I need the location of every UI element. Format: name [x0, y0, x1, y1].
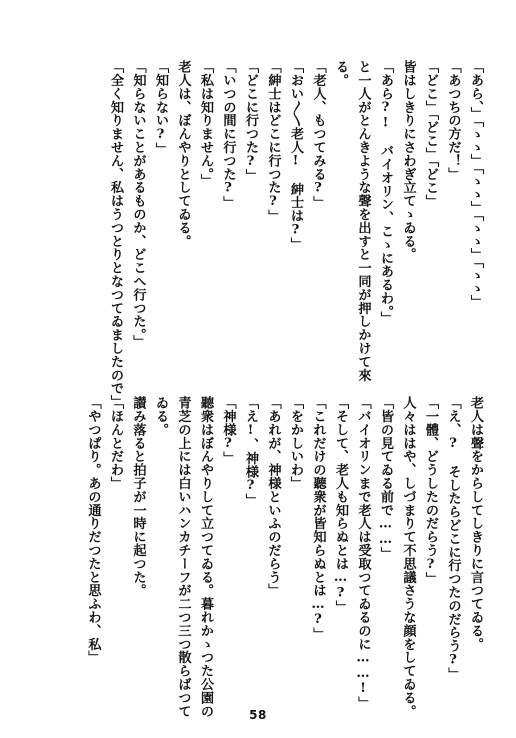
text-column: 讃み落ると拍子が一時に起つた。 [130, 396, 146, 597]
text-column: 人々ははや、しづまりて不思議さうな顔をしてゐる。 [400, 396, 416, 718]
text-column: 「あら、」「ゝゝ」「ゝゝ」「ゝゝ」「ゝゝ」 [468, 60, 483, 309]
text-column: 皆はしきりにさわぎ立てゝゐる。 [400, 60, 416, 261]
text-column: 「どこ」「どこ」「どこ」 [423, 60, 438, 208]
text-column: ゐる。 [153, 396, 168, 437]
text-column: 「をかしいわ」 [288, 396, 303, 490]
text-column: 「え、? そしたらどこに行つたのだらう?」 [445, 396, 461, 681]
text-column: 「あれが、神様といふのだらう」 [265, 396, 281, 597]
text-column: 「皆の見てゐる前で……」 [378, 396, 393, 561]
text-column: 「知らない?」 [153, 60, 168, 156]
text-column: 「え!、神様?」 [243, 396, 258, 507]
text-column: と一人がとんきような聲を出すと一同が押しかけて來 [355, 60, 371, 382]
text-column: 老人は聲をからしてしきりに言つてゐる。 [468, 396, 483, 651]
text-column: 「いつの間に行つた?」 [220, 60, 236, 210]
page-number: 58 [249, 708, 267, 722]
text-column: 「ほんとだわ」 [108, 396, 123, 490]
text-column: 「あつちの方だ！」 [445, 60, 461, 181]
text-column: 「やつぱり。あの通りだつたと思ふわ、私」 [85, 396, 101, 664]
text-column: 「紳士はどこに行つた?」 [265, 60, 281, 223]
text-column: 青芝の上には白いハンカチーフが二つ三つ散らばつて [175, 396, 191, 718]
upper-text-block [104, 60, 487, 409]
text-column: 「老人、もつてみる?」 [310, 60, 326, 210]
text-column: る。 [333, 60, 348, 87]
text-column: 「私は知りません。」 [198, 60, 213, 188]
text-column: 「おい〳〵老人! 紳士は?」 [288, 60, 303, 251]
text-column: 「神様?」 [220, 396, 236, 465]
text-column: 「一體、どうしたのだらう?」 [423, 396, 438, 586]
text-column: 老人は、ぼんやりとしてゐる。 [175, 60, 191, 248]
text-column: 聽衆はぼんやりして立つてゐる。暮れかゝつた公園の [198, 396, 213, 718]
text-column: 「これだけの聽衆が皆知らぬとは…?」 [310, 396, 326, 641]
text-column: 「どこに行つた?」 [243, 60, 258, 183]
text-column: 「あら?! バイオリン、こゝにあるわ。」 [378, 60, 393, 325]
text-column: 「知らないことがあるものか、どこへ行つた。」 [130, 60, 146, 349]
text-column: 「バイオリンまで老人は受取つてゐるのに……!」 [355, 396, 371, 710]
text-column: 「そして、老人も知らぬとは…?」 [333, 396, 348, 614]
text-column: 「全く知りません、私はうつとりとなつてゐましたので」 [108, 60, 123, 409]
